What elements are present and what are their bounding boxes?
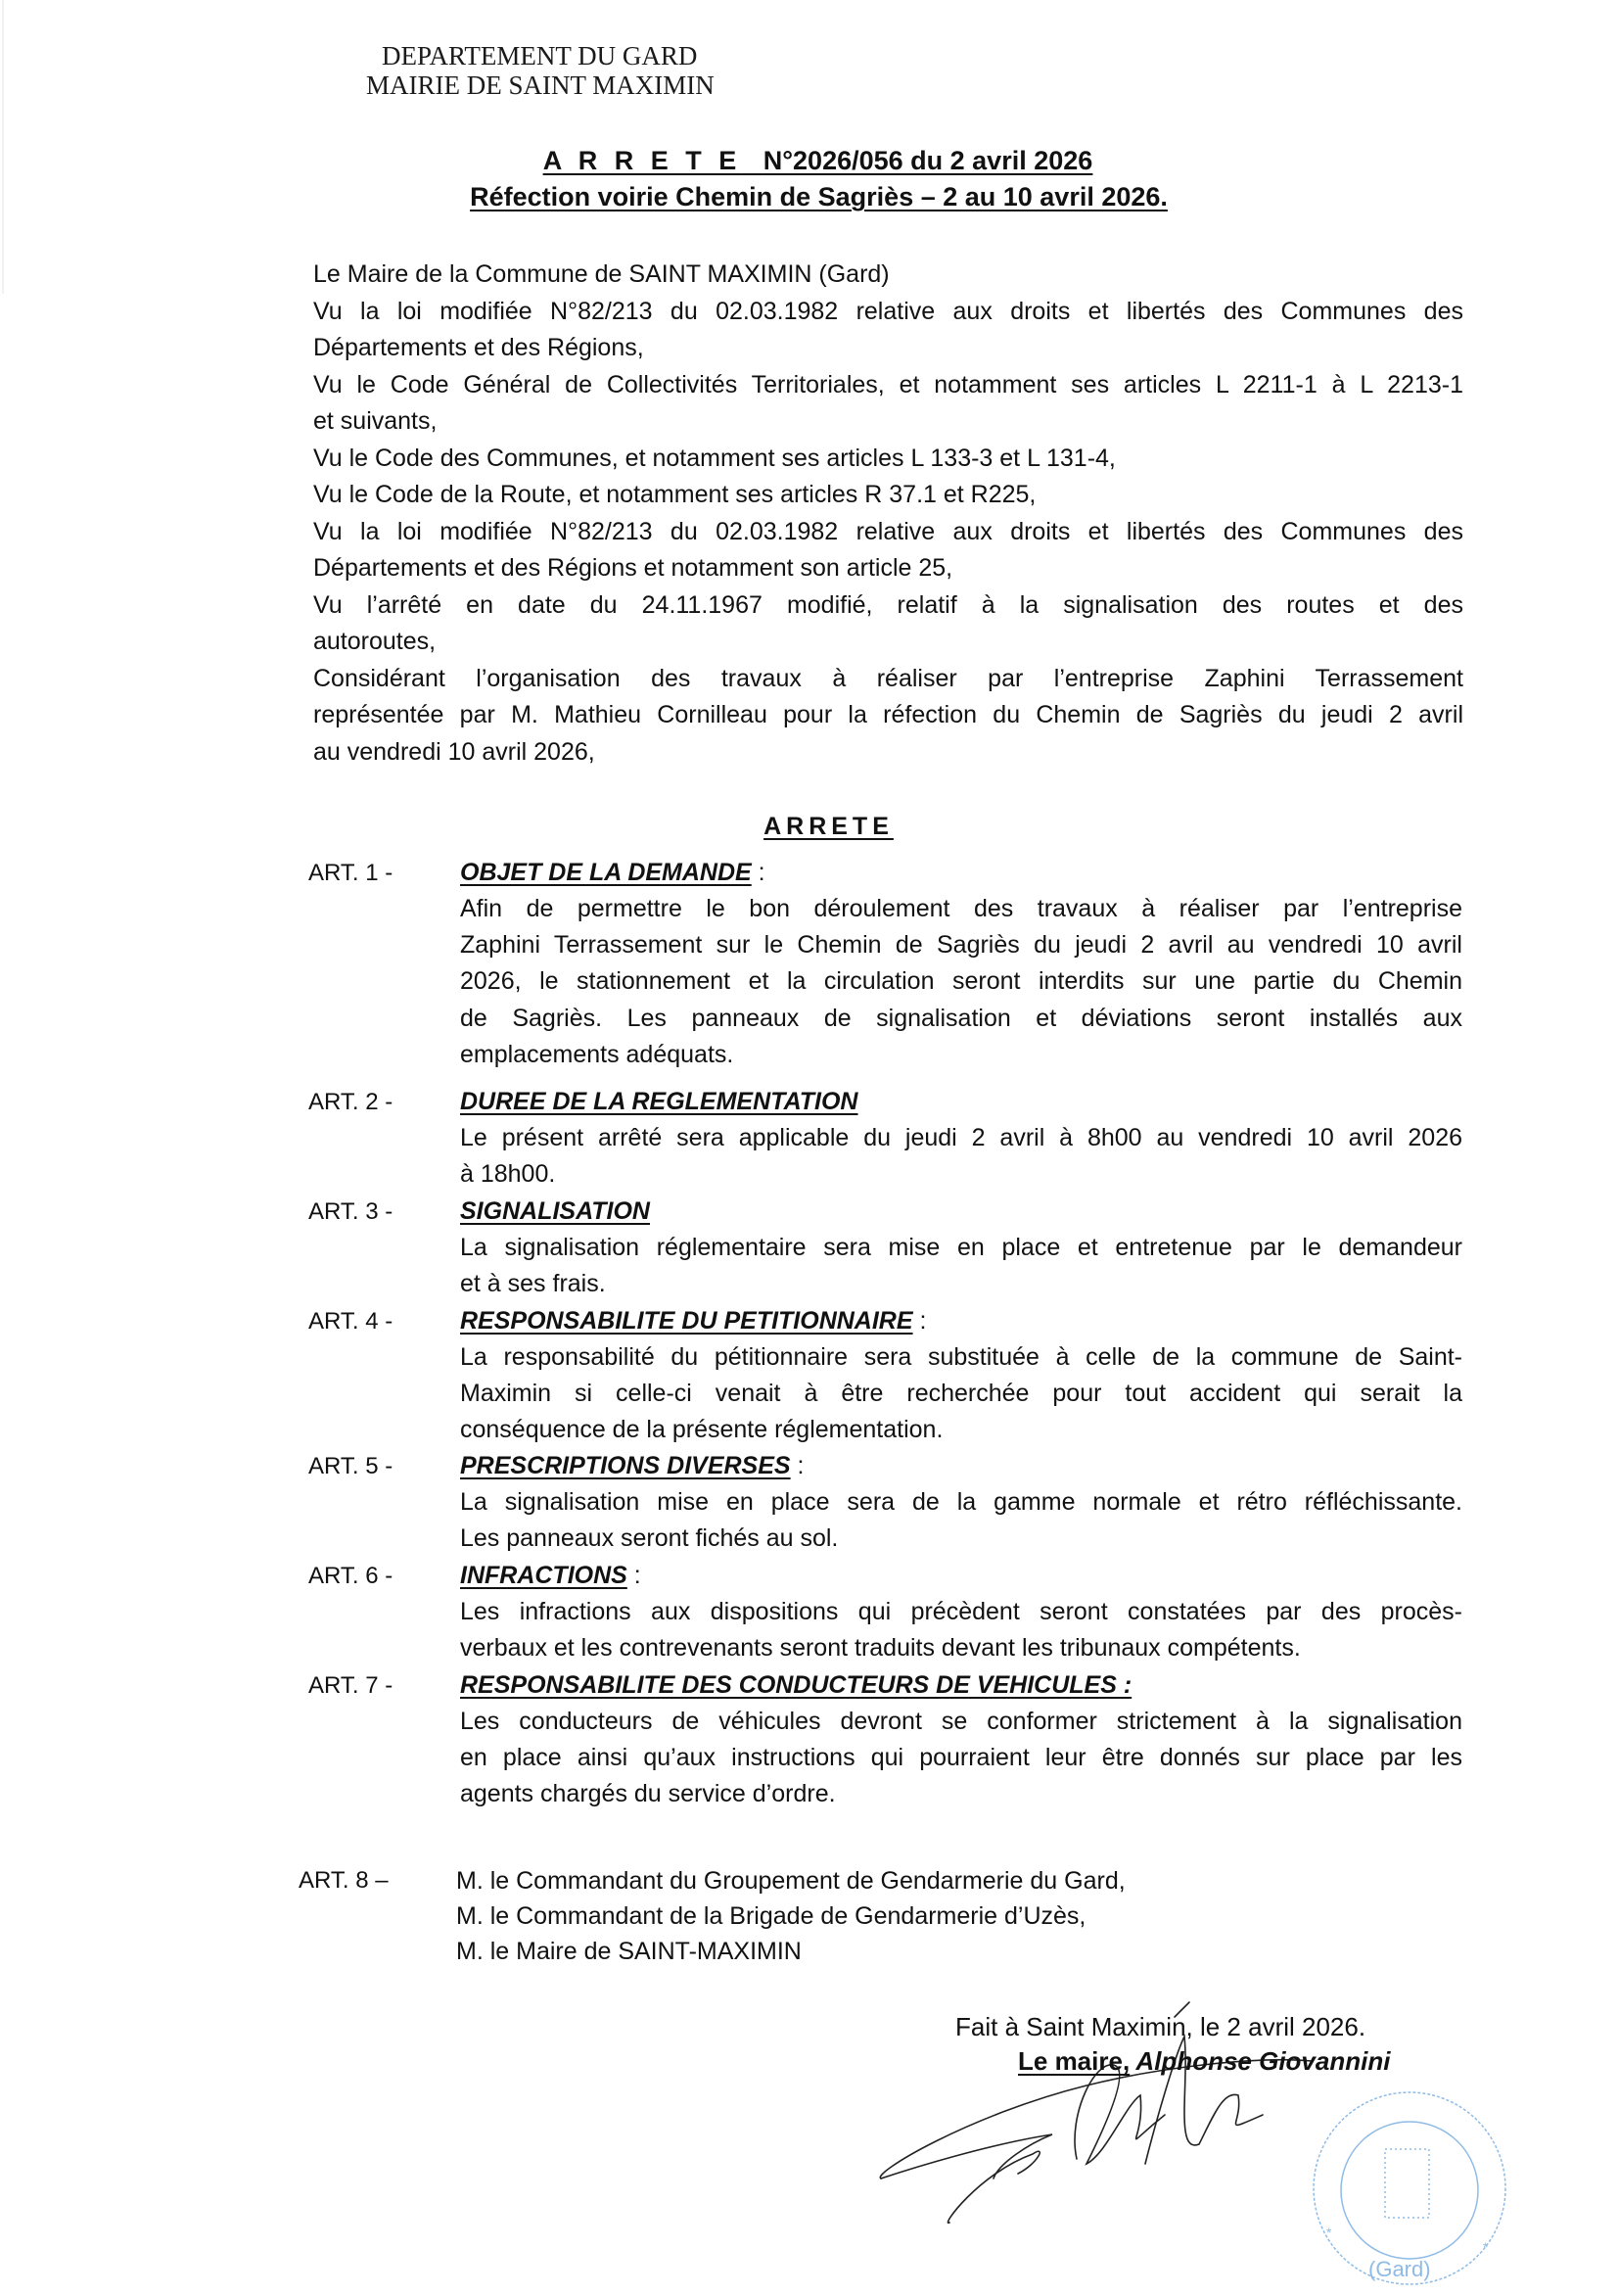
preamble-line: représentée par M. Mathieu Cornilleau pour la réfection du Chemin de Sagriès du jeudi 2 avril (313, 701, 1463, 728)
article-heading-text: OBJET DE LA DEMANDE (460, 859, 752, 886)
article-body-line: Les infractions aux dispositions qui précèdent seront constatées par des procès- (460, 1598, 1462, 1625)
article-2-label: ART. 2 - (308, 1089, 393, 1115)
arrete-word: A R R E T E (542, 146, 742, 175)
article-4-heading (460, 1303, 926, 1339)
article-6-label: ART. 6 - (308, 1563, 393, 1589)
article-body-line: en place ainsi qu’aux instructions qui pourraient leur être donnés sur place par les (460, 1744, 1462, 1772)
article-8-label: ART. 8 – (299, 1867, 389, 1894)
article-4-body (460, 1339, 1462, 1449)
signature-stroke (880, 2060, 1312, 2179)
article-heading-text: RESPONSABILITE DES CONDUCTEURS DE VEHICULES : (460, 1671, 1133, 1699)
preamble-line: Vu le Code de la Route, et notamment ses articles R 37.1 et R225, (313, 481, 1037, 508)
article-body-line: à 18h00. (460, 1160, 556, 1189)
article-body-line: de Sagriès. Les panneaux de signalisation et déviations seront installés aux (460, 1004, 1462, 1032)
stamp-star-icon: * (1326, 2225, 1332, 2240)
article-5-label: ART. 5 - (308, 1453, 393, 1479)
article-body-line: La signalisation mise en place sera de la gamme normale et rétro réfléchissante. (460, 1488, 1462, 1516)
article-6-heading (460, 1558, 641, 1594)
mairie-header: MAIRIE DE SAINT MAXIMIN (366, 70, 715, 100)
stamp-emblem (1385, 2149, 1429, 2218)
article-body-line: Zaphini Terrassement sur le Chemin de Sagriès du jeudi 2 avril au vendredi 10 avril (460, 931, 1462, 960)
stamp-star-icon: * (1483, 2239, 1489, 2255)
preamble (313, 257, 1463, 771)
article-1-heading (460, 855, 765, 891)
article-1-label: ART. 1 - (308, 860, 393, 886)
recipient-line: M. le Maire de SAINT-MAXIMIN (456, 1938, 802, 1965)
article-7-heading (460, 1667, 1132, 1704)
article-6-body (460, 1594, 1462, 1666)
article-3-body (460, 1230, 1462, 1302)
article-heading-suffix: : (790, 1452, 805, 1479)
place-date: Fait à Saint Maximin, le 2 avril 2026. (955, 2012, 1366, 2041)
article-heading-suffix: : (751, 859, 765, 886)
article-1-body (460, 891, 1462, 1073)
arrete-subject (10, 180, 1618, 213)
preamble-line: Départements et des Régions, (313, 334, 644, 361)
article-heading-suffix: : (912, 1307, 927, 1335)
recipient-line: M. le Commandant du Groupement de Gendarmerie du Gard, (456, 1867, 1126, 1895)
article-heading-text: RESPONSABILITE DU PETITIONNAIRE (460, 1307, 913, 1335)
article-body-line: 2026, le stationnement et la circulation seront interdits sur une partie du Chemin (460, 967, 1462, 996)
arrete-subject-text: Réfection voirie Chemin de Sagriès – 2 au 10 avril 2026. (470, 182, 1168, 211)
article-heading-suffix: : (626, 1562, 641, 1589)
article-body-line: Afin de permettre le bon déroulement des travaux à réaliser par l’entreprise (460, 895, 1462, 922)
article-7-label: ART. 7 - (308, 1672, 393, 1699)
signature-stroke (1075, 2065, 1165, 2164)
article-body-line: Le présent arrêté sera applicable du jeudi 2 avril à 8h00 au vendredi 10 avril 2026 (460, 1124, 1462, 1151)
article-8-recipients (456, 1863, 1126, 1969)
article-body-line: La responsabilité du pétitionnaire sera substituée à celle de la commune de Saint- (460, 1343, 1462, 1371)
signer (1018, 2046, 1390, 2077)
article-3-label: ART. 3 - (308, 1198, 393, 1225)
arrete-section-heading (20, 813, 1618, 841)
article-4-label: ART. 4 - (308, 1308, 393, 1335)
article-7-body (460, 1704, 1462, 1813)
article-2-body (460, 1120, 1462, 1193)
article-body-line: La signalisation réglementaire sera mise en place et entretenue par le demandeur (460, 1234, 1462, 1261)
preamble-line: Vu la loi modifiée N°82/213 du 02.03.1982 relative aux droits et libertés des Communes des (313, 297, 1463, 325)
stamp-text: (Gard) (1368, 2257, 1431, 2281)
preamble-line: Départements et des Régions et notamment son article 25, (313, 554, 953, 582)
article-3-heading (460, 1194, 650, 1230)
article-body-line: agents chargés du service d’ordre. (460, 1780, 836, 1808)
signer-role: Le maire, (1018, 2046, 1131, 2076)
article-body-line: Maximin si celle-ci venait à être recherchée pour tout accident qui serait la (460, 1380, 1462, 1408)
department-header: DEPARTEMENT DU GARD (382, 41, 698, 70)
article-5-heading (460, 1448, 804, 1484)
preamble-line: Vu le Code Général de Collectivités Territoriales, et notamment ses articles L 2211-1 à L 2213-1 (313, 370, 1463, 398)
arrete-number: N°2026/056 du 2 avril 2026 (763, 146, 1093, 175)
article-body-line: verbaux et les contrevenants seront traduits devant les tribunaux compétents. (460, 1634, 1301, 1663)
recipient-line: M. le Commandant de la Brigade de Gendarmerie d’Uzès, (456, 1902, 1086, 1930)
preamble-line: au vendredi 10 avril 2026, (313, 737, 595, 766)
stamp-inner-ring (1341, 2122, 1478, 2259)
article-heading-text: SIGNALISATION (460, 1197, 650, 1225)
signer-name: Alphonse Giovannini (1130, 2046, 1391, 2076)
preamble-line: autoroutes, (313, 628, 437, 655)
article-heading-text: DUREE DE LA REGLEMENTATION (460, 1088, 858, 1115)
scan-edge (2, 0, 4, 294)
signature-stroke (948, 2151, 1040, 2223)
article-heading-text: PRESCRIPTIONS DIVERSES (460, 1452, 791, 1479)
arrete-section-heading-text: ARRETE (763, 813, 894, 840)
article-body-line: et à ses frais. (460, 1270, 606, 1298)
article-heading-text: INFRACTIONS (460, 1562, 627, 1589)
preamble-line: Vu le Code des Communes, et notamment ses articles L 133-3 et L 131-4, (313, 444, 1116, 472)
preamble-line: Le Maire de la Commune de SAINT MAXIMIN (Gard) (313, 260, 890, 288)
preamble-line: Vu l’arrêté en date du 24.11.1967 modifié, relatif à la signalisation des routes et des (313, 590, 1463, 619)
article-2-heading (460, 1084, 857, 1120)
article-5-body (460, 1484, 1462, 1557)
preamble-line: Considérant l’organisation des travaux à réaliser par l’entreprise Zaphini Terrassement (313, 664, 1463, 692)
preamble-line: et suivants, (313, 407, 438, 435)
arrete-title (9, 144, 1618, 177)
article-body-line: emplacements adéquats. (460, 1040, 734, 1068)
mairie-stamp (1302, 2081, 1517, 2296)
article-body-line: Les panneaux seront fichés au sol. (460, 1524, 839, 1553)
preamble-line: Vu la loi modifiée N°82/213 du 02.03.1982 relative aux droits et libertés des Communes des (313, 517, 1463, 545)
article-body-line: Les conducteurs de véhicules devront se conformer strictement à la signalisation (460, 1708, 1462, 1735)
article-body-line: conséquence de la présente réglementation. (460, 1416, 944, 1444)
